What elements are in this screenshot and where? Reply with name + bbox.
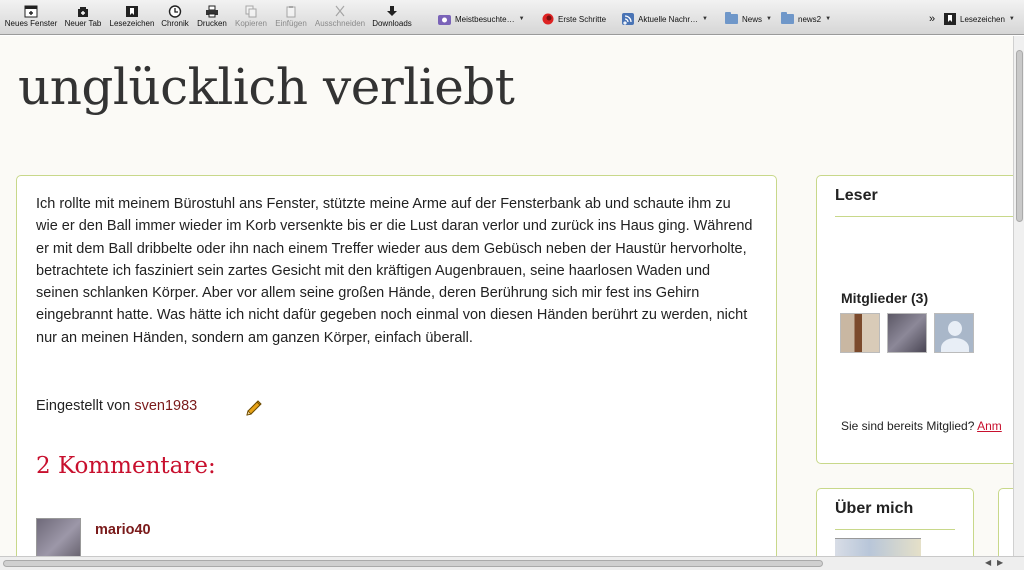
chevron-down-icon: ▼ <box>518 16 525 22</box>
paste-button[interactable] <box>272 5 310 33</box>
widget-divider <box>835 216 1013 217</box>
bookmarks-button[interactable] <box>107 5 157 33</box>
bookmark-folder-news[interactable] <box>725 11 772 27</box>
bookmarks-menu-button[interactable] <box>944 11 1015 27</box>
pencil-icon[interactable] <box>244 398 264 418</box>
firefox-icon <box>542 13 554 25</box>
members-note <box>841 419 1002 433</box>
bookmark-getting-started[interactable] <box>542 11 606 27</box>
folder-icon <box>781 14 794 24</box>
chevron-down-icon: ▼ <box>1008 16 1015 22</box>
vertical-scroll-thumb[interactable] <box>1016 50 1023 222</box>
new-window-button[interactable] <box>3 5 59 33</box>
chevron-down-icon: ▼ <box>766 16 772 22</box>
scroll-left-icon[interactable]: ◀ <box>985 558 992 567</box>
widget-divider <box>835 529 955 530</box>
downloads-button[interactable] <box>370 5 414 33</box>
post-body: Ich rollte mit meinem Bürostuhl ans Fenster, stützte meine Arme auf der Fensterbank ab und schaute ihm zu wie er den Ball immer wieder im Korb versenkte bis er die Lust daran verlor und zurück ins Haus ging. Während er mit dem Ball dribbelte oder ihn nach einem Treffer wieder aus dem Gebüsch neben der Haustür hervorholte, betrachtete ich fasziniert sein zartes Gesicht mit den kräftigen Augenbrauen, seine haarlosen Waden und seinen schlanken Körper. Aber vor allem seine großen Hände, deren Berührung sich mir fest ins Gehirn eingebrannt hatte. Was hätte ich nicht dafür gegeben noch einmal von diesen Händen berührt zu werden, nicht nur an meinen Händen, sondern am ganzen Körper, einfach überall. <box>36 196 753 346</box>
cut-label: Ausschneiden <box>314 19 366 28</box>
most-visited-icon <box>438 14 451 25</box>
sign-in-link[interactable]: Anm <box>977 419 1002 433</box>
print-icon <box>205 5 219 18</box>
downloads-label: Downloads <box>372 19 412 28</box>
avatar[interactable] <box>36 518 81 556</box>
bookmark-folder-news2[interactable] <box>781 11 831 27</box>
horizontal-scrollbar[interactable] <box>0 556 1024 570</box>
new-window-icon <box>24 5 38 18</box>
scroll-right-icon[interactable]: ▶ <box>997 558 1004 567</box>
bookmark-most-visited-label: Meistbesuchte… <box>455 14 515 24</box>
cut-button[interactable] <box>312 5 368 33</box>
members-heading: Mitglieder (3) <box>841 290 929 306</box>
bookmarks-overflow-chevron[interactable]: » <box>929 13 936 25</box>
print-label: Drucken <box>197 19 227 28</box>
member-avatar[interactable] <box>840 313 880 353</box>
copy-label: Kopieren <box>234 19 268 28</box>
folder-icon <box>725 14 738 24</box>
byline-prefix: Eingestellt von <box>36 398 131 414</box>
comment-author-link[interactable]: mario40 <box>95 522 151 538</box>
widget-title-about: Über mich <box>835 500 914 517</box>
paste-label: Einfügen <box>275 19 307 28</box>
bookmark-latest-news-label: Aktuelle Nachr… <box>638 14 699 24</box>
copy-button[interactable] <box>232 5 270 33</box>
new-window-label: Neues Fenster <box>4 19 58 28</box>
member-avatar[interactable] <box>887 313 927 353</box>
bookmarks-menu-label: Lesezeichen <box>960 14 1005 24</box>
bookmark-folder-news2-label: news2 <box>798 14 822 24</box>
new-tab-label: Neuer Tab <box>64 19 102 28</box>
bookmark-most-visited[interactable] <box>438 11 525 27</box>
print-button[interactable] <box>194 5 230 33</box>
member-avatar-placeholder[interactable] <box>934 313 974 353</box>
history-label: Chronik <box>161 19 189 28</box>
bookmarks-label: Lesezeichen <box>109 19 155 28</box>
cut-icon <box>333 5 347 18</box>
post-byline <box>36 398 197 414</box>
new-tab-icon <box>76 5 90 18</box>
vertical-scrollbar[interactable] <box>1013 36 1024 556</box>
widget-title-readers: Leser <box>835 187 878 204</box>
profile-image[interactable] <box>835 538 921 556</box>
readers-widget <box>816 175 1013 464</box>
bookmarks-icon <box>125 5 139 18</box>
chevron-down-icon: ▼ <box>702 16 708 22</box>
post-card <box>16 175 777 556</box>
bookmarks-icon <box>944 13 956 25</box>
author-link[interactable]: sven1983 <box>134 398 198 414</box>
history-icon <box>168 5 182 18</box>
bookmark-folder-news-label: News <box>742 14 763 24</box>
bookmark-getting-started-label: Erste Schritte <box>558 14 607 24</box>
blog-title[interactable]: unglücklich verliebt <box>18 58 515 116</box>
about-widget <box>816 488 974 556</box>
horizontal-scroll-thumb[interactable] <box>3 560 823 567</box>
new-tab-button[interactable] <box>61 5 105 33</box>
history-button[interactable] <box>158 5 192 33</box>
chevron-down-icon: ▼ <box>825 16 832 22</box>
bookmark-latest-news[interactable] <box>622 11 708 27</box>
downloads-icon <box>385 5 399 18</box>
comments-heading: 2 Kommentare: <box>36 453 216 479</box>
copy-icon <box>244 5 258 18</box>
members-note-text: Sie sind bereits Mitglied? <box>841 419 975 433</box>
paste-icon <box>284 5 298 18</box>
browser-toolbar <box>0 0 1024 35</box>
rss-feed-icon <box>622 13 634 25</box>
sidebar-widget-partial <box>998 488 1013 556</box>
web-page <box>0 36 1013 556</box>
